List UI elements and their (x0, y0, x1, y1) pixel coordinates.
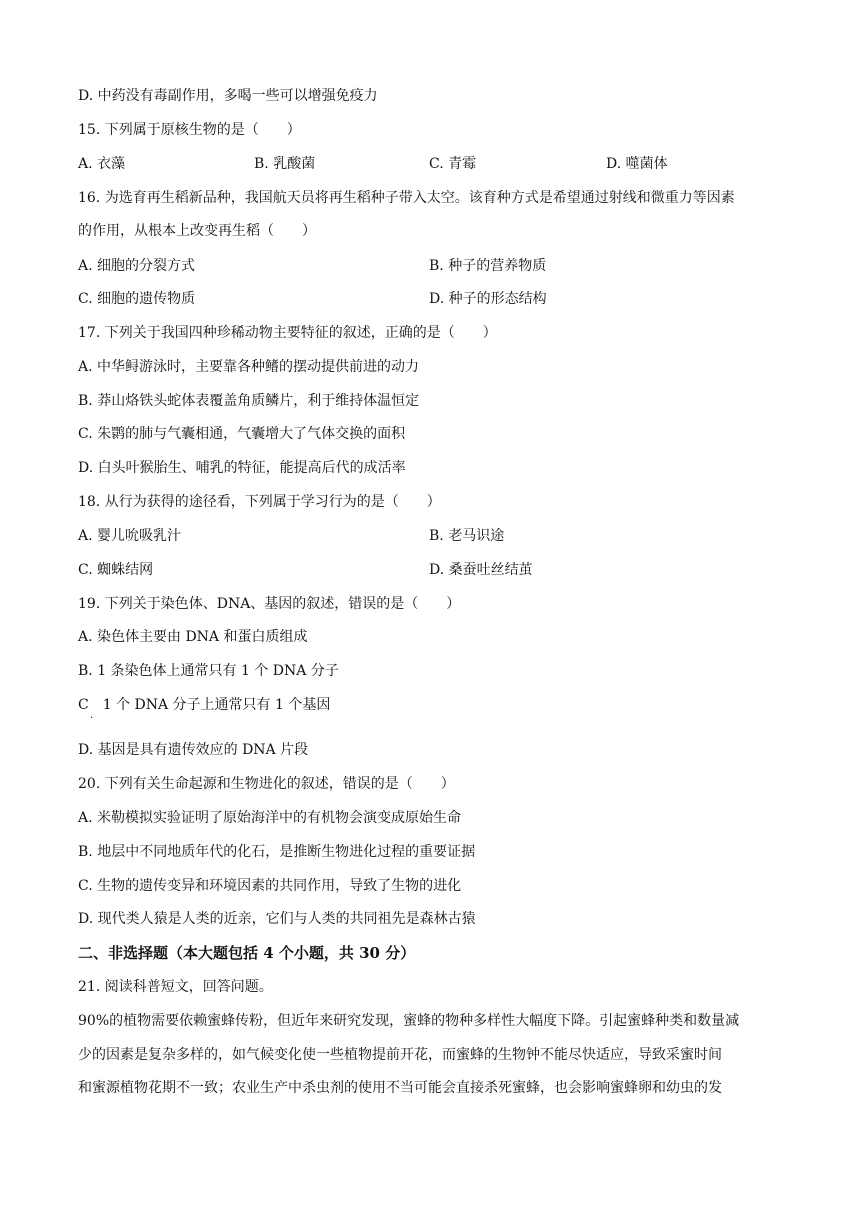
q18-stem: 18. 从行为获得的途径看，下列属于学习行为的是（ ） (78, 494, 441, 510)
q21-paragraph-line1: 90%的植物需要依赖蜜蜂传粉，但近年来研究发现，蜜蜂的物种多样性大幅度下降。引起蜜蜂种类和数量减 (78, 1013, 740, 1029)
q21-stem: 21. 阅读科普短文，回答问题。 (78, 979, 273, 995)
q18-option-b: B. 老马识途 (429, 528, 505, 544)
q17-stem: 17. 下列关于我国四种珍稀动物主要特征的叙述，正确的是（ ） (78, 325, 497, 341)
q15-option-d: D. 噬菌体 (606, 156, 668, 172)
q19-option-c: C 1 个 DNA 分子上通常只有 1 个基因 (78, 697, 331, 713)
q17-option-a: A. 中华鲟游泳时，主要靠各种鳍的摆动提供前进的动力 (78, 359, 420, 375)
section-heading: 二、非选择题（本大题包括 4 个小题，共 30 分） (78, 944, 416, 962)
q19-option-a: A. 染色体主要由 DNA 和蛋白质组成 (78, 629, 308, 645)
q20-option-b: B. 地层中不同地质年代的化石，是推断生物进化过程的重要证据 (78, 844, 476, 860)
q17-option-d: D. 白头叶猴胎生、哺乳的特征，能提高后代的成活率 (78, 460, 406, 476)
q15-option-a: A. 衣藻 (78, 156, 126, 172)
q16-stem-line2: 的作用，从根本上改变再生稻（ ） (78, 223, 316, 239)
q14-option-d: D. 中药没有毒副作用，多喝一些可以增强免疫力 (78, 88, 378, 104)
q20-option-d: D. 现代类人猿是人类的近亲，它们与人类的共同祖先是森林古猿 (78, 911, 476, 927)
q16-option-b: B. 种子的营养物质 (429, 258, 547, 274)
q15-stem: 15. 下列属于原核生物的是（ ） (78, 122, 301, 138)
q17-option-c: C. 朱鹮的肺与气囊相通，气囊增大了气体交换的面积 (78, 426, 406, 442)
q20-stem: 20. 下列有关生命起源和生物进化的叙述，错误的是（ ） (78, 776, 455, 792)
q15-option-c: C. 青霉 (429, 156, 477, 172)
q19-option-d: D. 基因是具有遗传效应的 DNA 片段 (78, 742, 309, 758)
q19-stem: 19. 下列关于染色体、DNA、基因的叙述，错误的是（ ） (78, 596, 461, 612)
q21-paragraph-line3: 和蜜源植物花期不一致；农业生产中杀虫剂的使用不当可能会直接杀死蜜蜂，也会影响蜜蜂卵和幼虫的发 (78, 1080, 722, 1096)
q16-stem-line1: 16. 为选育再生稻新品种，我国航天员将再生稻种子带入太空。该育种方式是希望通过射线和微重力等因素 (78, 190, 735, 206)
q19-option-b: B. 1 条染色体上通常只有 1 个 DNA 分子 (78, 663, 339, 679)
stray-dot-mark: · (90, 713, 94, 724)
q16-option-c: C. 细胞的遗传物质 (78, 291, 196, 307)
q18-option-a: A. 婴儿吮吸乳汁 (78, 528, 182, 544)
q17-option-b: B. 莽山烙铁头蛇体表覆盖角质鳞片，利于维持体温恒定 (78, 393, 420, 409)
q20-option-c: C. 生物的遗传变异和环境因素的共同作用，导致了生物的进化 (78, 878, 462, 894)
q21-paragraph-line2: 少的因素是复杂多样的，如气候变化使一些植物提前开花，而蜜蜂的生物钟不能尽快适应，导致采蜜时间 (78, 1047, 722, 1063)
q20-option-a: A. 米勒模拟实验证明了原始海洋中的有机物会演变成原始生命 (78, 810, 462, 826)
q18-option-d: D. 桑蚕吐丝结茧 (429, 562, 533, 578)
q16-option-a: A. 细胞的分裂方式 (78, 258, 196, 274)
q15-option-b: B. 乳酸菌 (254, 156, 316, 172)
q16-option-d: D. 种子的形态结构 (429, 291, 547, 307)
q18-option-c: C. 蜘蛛结网 (78, 562, 154, 578)
